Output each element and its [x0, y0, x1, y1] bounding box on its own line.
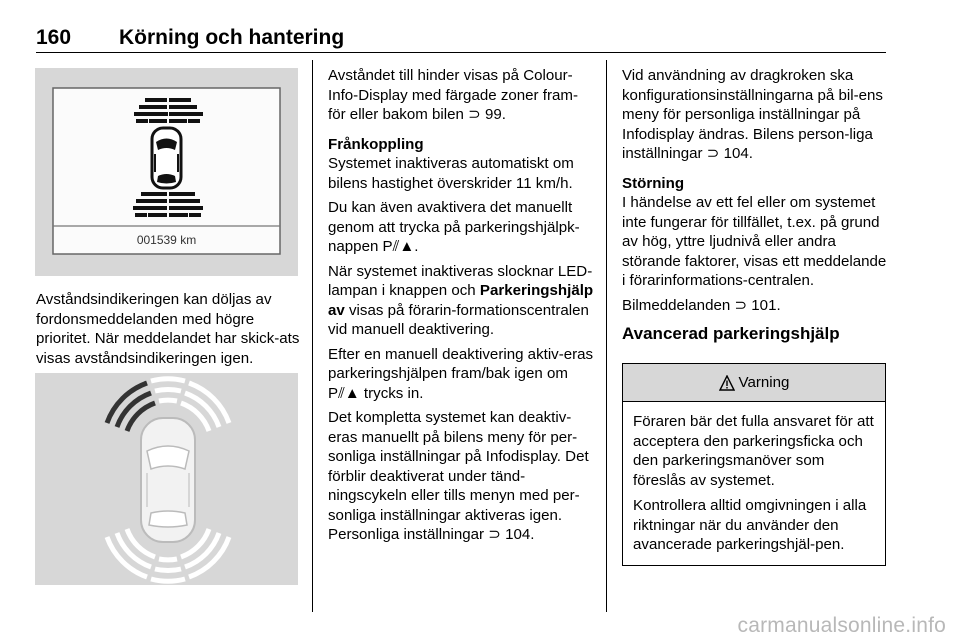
warning-icon — [719, 375, 735, 391]
text-run: När systemet inaktiveras slocknar LED-lampan i knappen och — [328, 262, 593, 299]
odometer-reading: 001539 km — [136, 233, 197, 247]
column-1-text — [36, 290, 302, 368]
paragraph: I händelse av ett fel eller om systemet inte fungerar för tillfället, t.ex. på grund av hög, yttre ljudnivå eller andra störande faktorer, visas ett meddelande i förarinformations-centralen. — [622, 194, 887, 289]
chapter-title: Körning och hantering — [119, 26, 345, 49]
paragraph: Systemet inaktiveras automatiskt om bilens hastighet överskrider 11 km/h. — [328, 155, 574, 192]
parking-zones-figure — [35, 373, 298, 585]
paragraph: Föraren bär det fulla ansvaret för att acceptera den parkeringsficka och den parkeringsmanöver som föreslås av systemet. — [633, 413, 874, 489]
section-heading-storning: Störning — [622, 174, 685, 192]
text-run: visas på förarin-formationscentralen vid manuell deaktivering. — [328, 301, 589, 338]
column-divider-2 — [606, 60, 607, 612]
paragraph: Vid användning av dragkroken ska konfigurationsinställningarna på bil-ens meny för personliga inställningar på Infodisplay ändras. Bilens person-liga inställningar ⊃ 104. — [622, 67, 883, 162]
paragraph — [328, 262, 594, 340]
paragraph: Kontrollera alltid omgivningen i alla riktningar när du använder den avancerade parkeringshjäl-pen. — [633, 497, 867, 553]
page-header — [36, 22, 886, 53]
distance-display-figure — [35, 68, 298, 276]
distance-display-illustration — [35, 68, 298, 276]
column-3-text — [622, 66, 888, 344]
column-divider-1 — [312, 60, 313, 612]
paragraph: Efter en manuell deaktivering aktiv-eras parkeringshjälpen fram/bak igen om P⫽▲ trycks in. — [328, 345, 594, 402]
section-heading-frankoppling: Frånkoppling — [328, 135, 424, 153]
warning-body — [623, 402, 885, 555]
bold-term: Parkeringshjälp av — [328, 282, 594, 319]
column-2-text — [328, 66, 594, 545]
warning-header — [623, 364, 885, 402]
warning-box — [622, 363, 886, 566]
watermark: carmanualsonline.info — [737, 614, 946, 637]
paragraph: Avståndsindikeringen kan döljas av fordonsmeddelanden med högre prioritet. När meddelandet har skick-ats visas avståndsindikeringen igen. — [36, 291, 300, 367]
paragraph: Du kan även avaktivera det manuellt genom att trycka på parkeringshjälpk-nappen P⫽▲. — [328, 199, 580, 255]
section-heading-avancerad: Avancerad parkeringshjälp — [622, 324, 840, 343]
paragraph: Bilmeddelanden ⊃ 101. — [622, 296, 781, 314]
paragraph: Det kompletta systemet kan deaktiv-eras manuellt på bilens meny för per-sonliga inställningar på Infodisplay. Det förblir deaktiverat under tänd-ningscykeln eller tills menyn med per-sonliga inställningar aktiveras igen. Personliga inställningar ⊃ 104. — [328, 409, 589, 543]
page-number: 160 — [36, 26, 72, 49]
parking-zones-illustration — [35, 373, 298, 585]
paragraph: Avståndet till hinder visas på Colour-Info-Display med färgade zoner fram-för eller bakom bilen ⊃ 99. — [328, 67, 578, 123]
warning-title: Varning — [738, 374, 790, 391]
